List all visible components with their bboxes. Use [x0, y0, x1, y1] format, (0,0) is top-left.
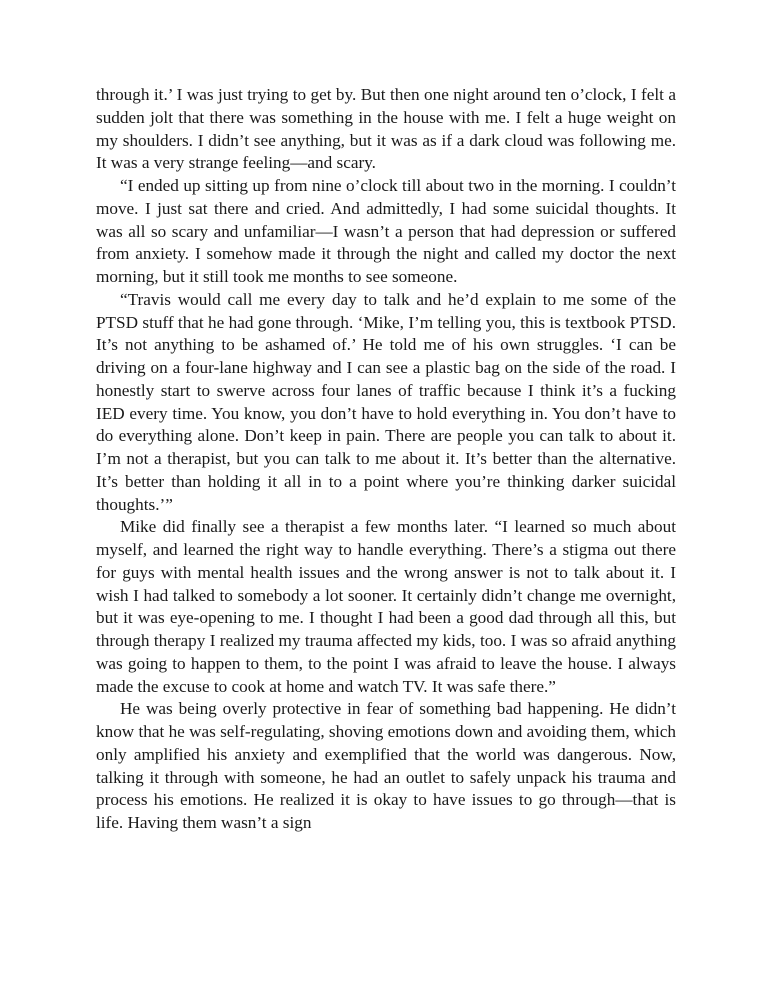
paragraph-1: through it.’ I was just trying to get by. But then one night around ten o’clock, I felt a sudden jolt that there was something in the house with me. I felt a huge weight on my shoulders. I didn’t see anything, but it was as if a dark cloud was following me. It was a very strange feeling—and scary.	[96, 85, 676, 173]
paragraph-3: “Travis would call me every day to talk and he’d explain to me some of the PTSD stuff that he had gone through. ‘Mike, I’m telling you, this is textbook PTSD. It’s not anything to be ashamed of.’ He told me of his own struggles. ‘I can be driving on a four-lane highway and I can see a plastic bag on the side of the road. I honestly start to swerve across four lanes of traffic because I think it’s a fucking IED every time. You know, you don’t have to hold everything in. You don’t have to do everything alone. Don’t keep in pain. There are people you can talk to about it. I’m not a therapist, but you can talk to me about it. It’s better than the alternative. It’s better than holding it all in to a point where you’re thinking darker suicidal thoughts.’”	[96, 289, 676, 514]
page-body	[96, 84, 676, 835]
paragraph-4: Mike did finally see a therapist a few months later. “I learned so much about myself, and learned the right way to handle everything. There’s a stigma out there for guys with mental health issues and the wrong answer is not to talk about it. I wish I had talked to somebody a lot sooner. It certainly didn’t change me overnight, but it was eye-opening to me. I thought I had been a good dad through all this, but through therapy I realized my trauma affected my kids, too. I was so afraid anything was going to happen to them, to the point I was afraid to leave the house. I always made the excuse to cook at home and watch TV. It was safe there.”	[96, 517, 676, 696]
paragraph-2: “I ended up sitting up from nine o’clock till about two in the morning. I couldn’t move. I just sat there and cried. And admittedly, I had some suicidal thoughts. It was all so scary and unfamiliar—I wasn’t a person that had depression or suffered from anxiety. I somehow made it through the night and called my doctor the next morning, but it still took me months to see someone.	[96, 176, 676, 286]
paragraph-5: He was being overly protective in fear of something bad happening. He didn’t know that he was self-regulating, shoving emotions down and avoiding them, which only amplified his anxiety and exemplified that the world was dangerous. Now, talking it through with someone, he had an outlet to safely unpack his trauma and process his emotions. He realized it is okay to have issues to go through—that is life. Having them wasn’t a sign	[96, 699, 676, 832]
